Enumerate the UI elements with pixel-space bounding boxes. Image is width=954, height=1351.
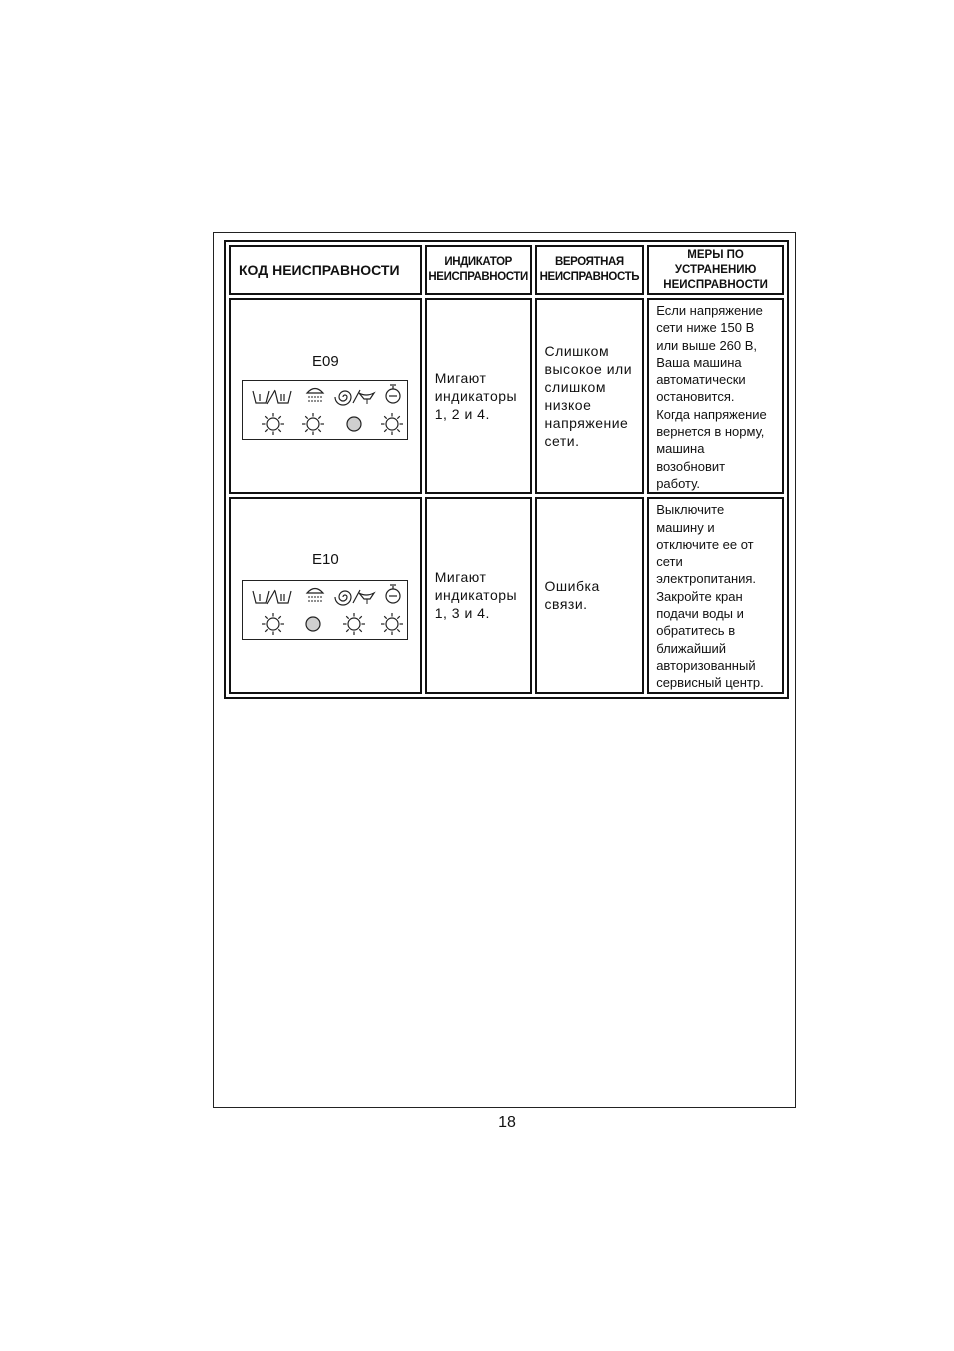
fault-code-cell: [229, 298, 422, 494]
indicator-panel: [242, 580, 408, 640]
indicator-panel: [242, 380, 408, 440]
timer-icon: [386, 385, 400, 403]
blinking-lamp-icon: [343, 613, 365, 635]
spin-drain-icon: [335, 590, 374, 605]
blinking-lamp-icon: [262, 613, 284, 635]
spin-drain-icon: [335, 390, 374, 405]
prewash-wash-icon: [253, 390, 291, 404]
fault-code: E10: [312, 550, 339, 568]
fault-code: E09: [312, 352, 339, 370]
header-indicator: ИНДИКАТОР НЕИСПРАВНОСТИ: [425, 245, 532, 295]
indicator-description: Мигают индикаторы 1, 2 и 4.: [425, 298, 532, 494]
table-header-row: [229, 245, 784, 295]
blinking-lamp-icon: [302, 413, 324, 435]
blinking-lamp-icon: [381, 413, 403, 435]
header-remedy: МЕРЫ ПО УСТРАНЕНИЮ НЕИСПРАВНОСТИ: [647, 245, 784, 295]
off-lamp-icon: [347, 417, 361, 431]
timer-icon: [386, 585, 400, 603]
prewash-wash-icon: [253, 590, 291, 604]
off-lamp-icon: [306, 617, 320, 631]
fault-code-cell: [229, 497, 422, 693]
indicator-description: Мигают индикаторы 1, 3 и 4.: [425, 497, 532, 693]
page-number: 18: [498, 1114, 516, 1131]
header-probable-fault: ВЕРОЯТНАЯ НЕИСПРАВНОСТЬ: [535, 245, 645, 295]
fault-code-table: [224, 240, 789, 699]
rinse-shower-icon: [307, 588, 323, 602]
header-fault-code: КОД НЕИСПРАВНОСТИ: [229, 245, 422, 295]
remedy-text: Выключите машину и отключите ее от сети электропитания. Закройте кран подачи воды и обратитесь в ближайший авторизованный сервисный центр.: [647, 497, 784, 693]
rinse-shower-icon: [307, 388, 323, 402]
blinking-lamp-icon: [262, 413, 284, 435]
remedy-text: Если напряжение сети ниже 150 В или выше 260 В, Ваша машина автоматически остановится. Когда напряжение вернется в норму, машина возобновит работу.: [647, 298, 784, 494]
table-row: [229, 497, 784, 693]
probable-fault: Слишком высокое или слишком низкое напряжение сети.: [535, 298, 645, 494]
table-row: [229, 298, 784, 494]
probable-fault: Ошибка связи.: [535, 497, 645, 693]
blinking-lamp-icon: [381, 613, 403, 635]
